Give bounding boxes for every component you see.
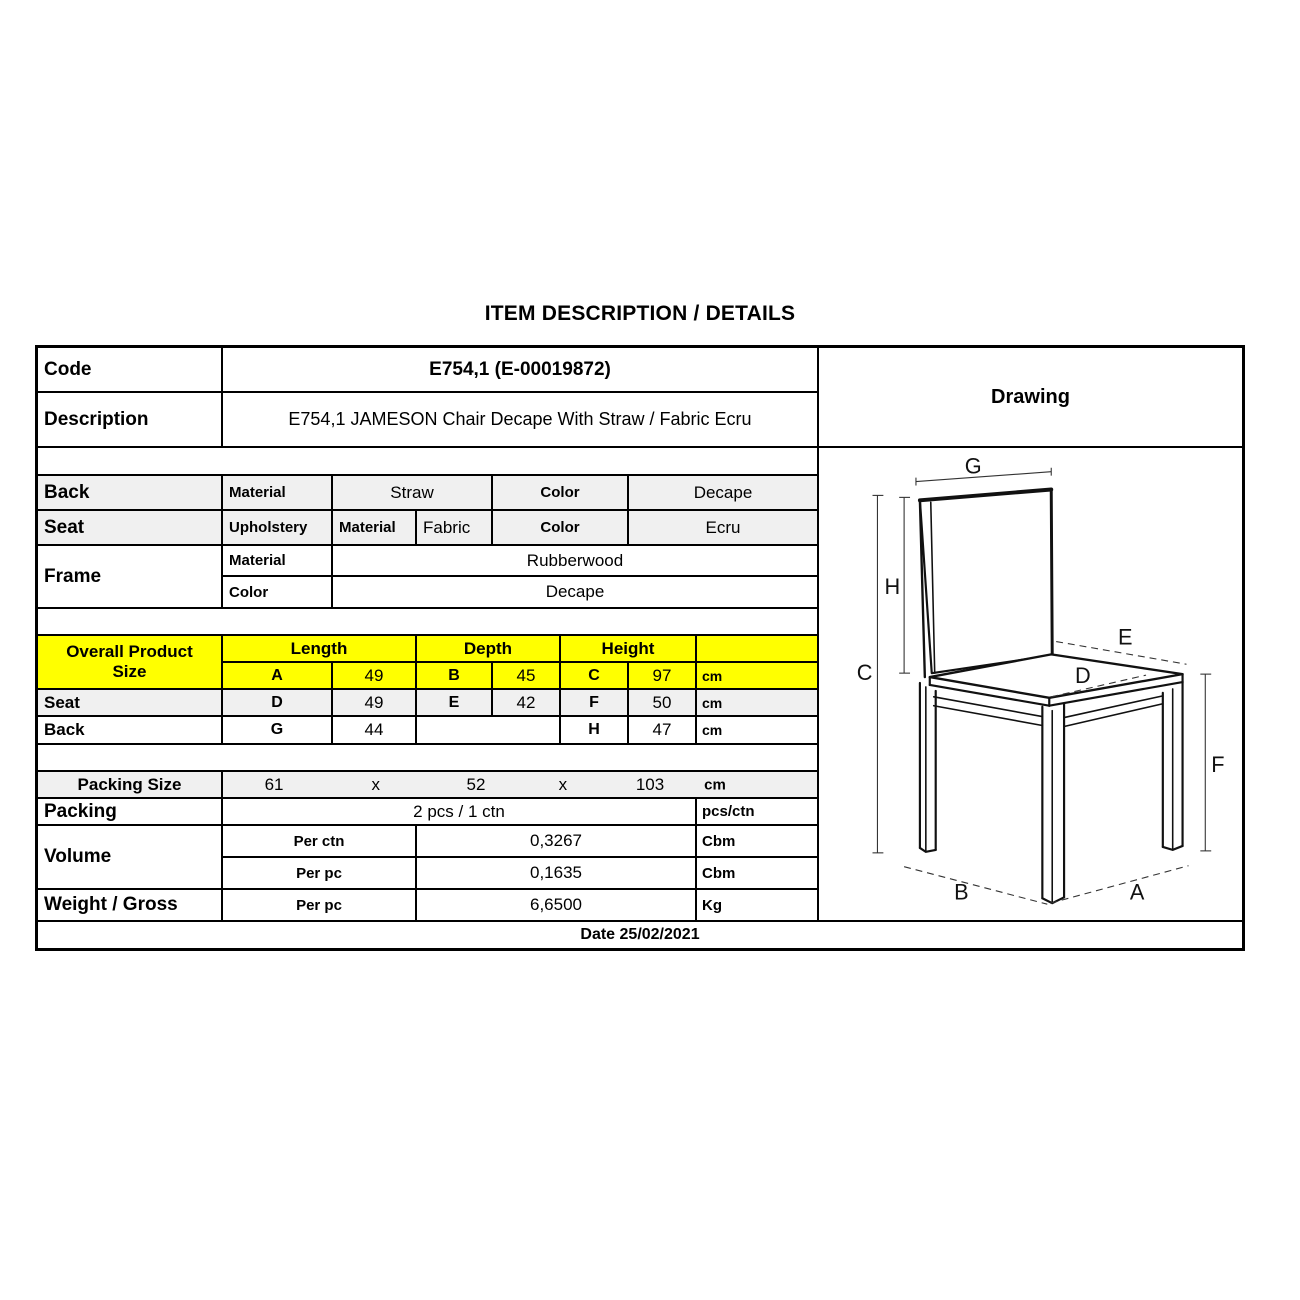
- frame-material-value: Rubberwood: [333, 546, 817, 575]
- packing-size-values: [223, 772, 817, 797]
- seat-length-value: 49: [333, 690, 415, 715]
- back-length-value: 44: [333, 717, 415, 743]
- overall-size-label: [38, 636, 221, 688]
- overall-height-key: C: [561, 663, 627, 688]
- drawing-header: Drawing: [819, 348, 1242, 446]
- weight-value: 6,6500: [417, 890, 695, 920]
- overall-length-key: A: [223, 663, 331, 688]
- description-label: Description: [38, 393, 221, 446]
- packing-size-value-2: 52: [466, 774, 486, 794]
- frame-color-label: Color: [223, 577, 331, 607]
- overall-length-value: 49: [333, 663, 415, 688]
- size-header-length: Length: [223, 636, 415, 661]
- volume-per-pc-label: Per pc: [223, 858, 415, 888]
- dim-label-a: A: [1129, 879, 1145, 905]
- dim-label-d: D: [1074, 663, 1091, 689]
- seat-material-value: Fabric: [417, 511, 491, 544]
- back-material-label: Material: [223, 476, 331, 509]
- spacer-row: [38, 609, 817, 634]
- seat-size-unit: cm: [697, 690, 817, 715]
- date-row: Date 25/02/2021: [38, 922, 1242, 948]
- spacer-row: [38, 745, 817, 770]
- size-header-empty: [697, 636, 817, 661]
- overall-depth-key: B: [417, 663, 491, 688]
- weight-unit: Kg: [697, 890, 817, 920]
- volume-label: Volume: [38, 826, 221, 888]
- back-size-empty: [417, 717, 559, 743]
- seat-material-label: Material: [333, 511, 415, 544]
- chair-drawing: [819, 448, 1242, 920]
- back-label: Back: [38, 476, 221, 509]
- packing-size-label: Packing Size: [38, 772, 221, 797]
- dim-label-c: C: [856, 660, 873, 686]
- overall-size-label-line2: Size: [112, 662, 147, 681]
- seat-length-key: D: [223, 690, 331, 715]
- size-header-height: Height: [561, 636, 695, 661]
- frame-material-label: Material: [223, 546, 331, 575]
- packing-size-sep-2: x: [558, 774, 568, 794]
- packing-size-sep-1: x: [371, 774, 380, 794]
- seat-height-key: F: [561, 690, 627, 715]
- chair-diagram: [819, 448, 1242, 920]
- packing-size-unit: cm: [704, 776, 726, 793]
- size-header-depth: Depth: [417, 636, 559, 661]
- back-height-key: H: [561, 717, 627, 743]
- dim-label-f: F: [1211, 751, 1225, 777]
- packing-size-value-3: 103: [635, 774, 665, 794]
- overall-height-value: 97: [629, 663, 695, 688]
- volume-per-ctn-unit: Cbm: [697, 826, 817, 856]
- dim-label-e: E: [1118, 624, 1133, 650]
- back-height-value: 47: [629, 717, 695, 743]
- seat-label: Seat: [38, 511, 221, 544]
- frame-label: Frame: [38, 546, 221, 607]
- volume-per-pc-value: 0,1635: [417, 858, 695, 888]
- back-color-label: Color: [493, 476, 627, 509]
- packing-value: 2 pcs / 1 ctn: [223, 799, 695, 824]
- seat-color-label: Color: [493, 511, 627, 544]
- packing-unit: pcs/ctn: [697, 799, 817, 824]
- spacer-row: [38, 448, 817, 474]
- volume-per-ctn-value: 0,3267: [417, 826, 695, 856]
- dim-label-g: G: [964, 453, 982, 479]
- packing-size-value-1: 61: [264, 774, 284, 794]
- volume-per-ctn-label: Per ctn: [223, 826, 415, 856]
- seat-size-label: Seat: [38, 690, 221, 715]
- back-length-key: G: [223, 717, 331, 743]
- code-label: Code: [38, 348, 221, 391]
- item-details-table: [35, 345, 1245, 951]
- seat-depth-key: E: [417, 690, 491, 715]
- overall-size-label-line1: Overall Product: [66, 642, 193, 662]
- dim-label-h: H: [884, 574, 901, 600]
- back-size-unit: cm: [697, 717, 817, 743]
- overall-unit: cm: [697, 663, 817, 688]
- packing-label: Packing: [38, 799, 221, 824]
- page-title: ITEM DESCRIPTION / DETAILS: [484, 302, 796, 325]
- dim-label-b: B: [954, 879, 969, 905]
- weight-label: Weight / Gross: [38, 890, 221, 920]
- overall-depth-value: 45: [493, 663, 559, 688]
- frame-color-value: Decape: [333, 577, 817, 607]
- code-value: E754,1 (E-00019872): [223, 348, 817, 391]
- back-size-label: Back: [38, 717, 221, 743]
- back-material-value: Straw: [333, 476, 491, 509]
- description-value: E754,1 JAMESON Chair Decape With Straw / Fabric Ecru: [223, 393, 817, 446]
- back-color-value: Decape: [629, 476, 817, 509]
- weight-per-pc-label: Per pc: [223, 890, 415, 920]
- seat-depth-value: 42: [493, 690, 559, 715]
- seat-upholstery-label: Upholstery: [223, 511, 331, 544]
- seat-height-value: 50: [629, 690, 695, 715]
- volume-per-pc-unit: Cbm: [697, 858, 817, 888]
- seat-color-value: Ecru: [629, 511, 817, 544]
